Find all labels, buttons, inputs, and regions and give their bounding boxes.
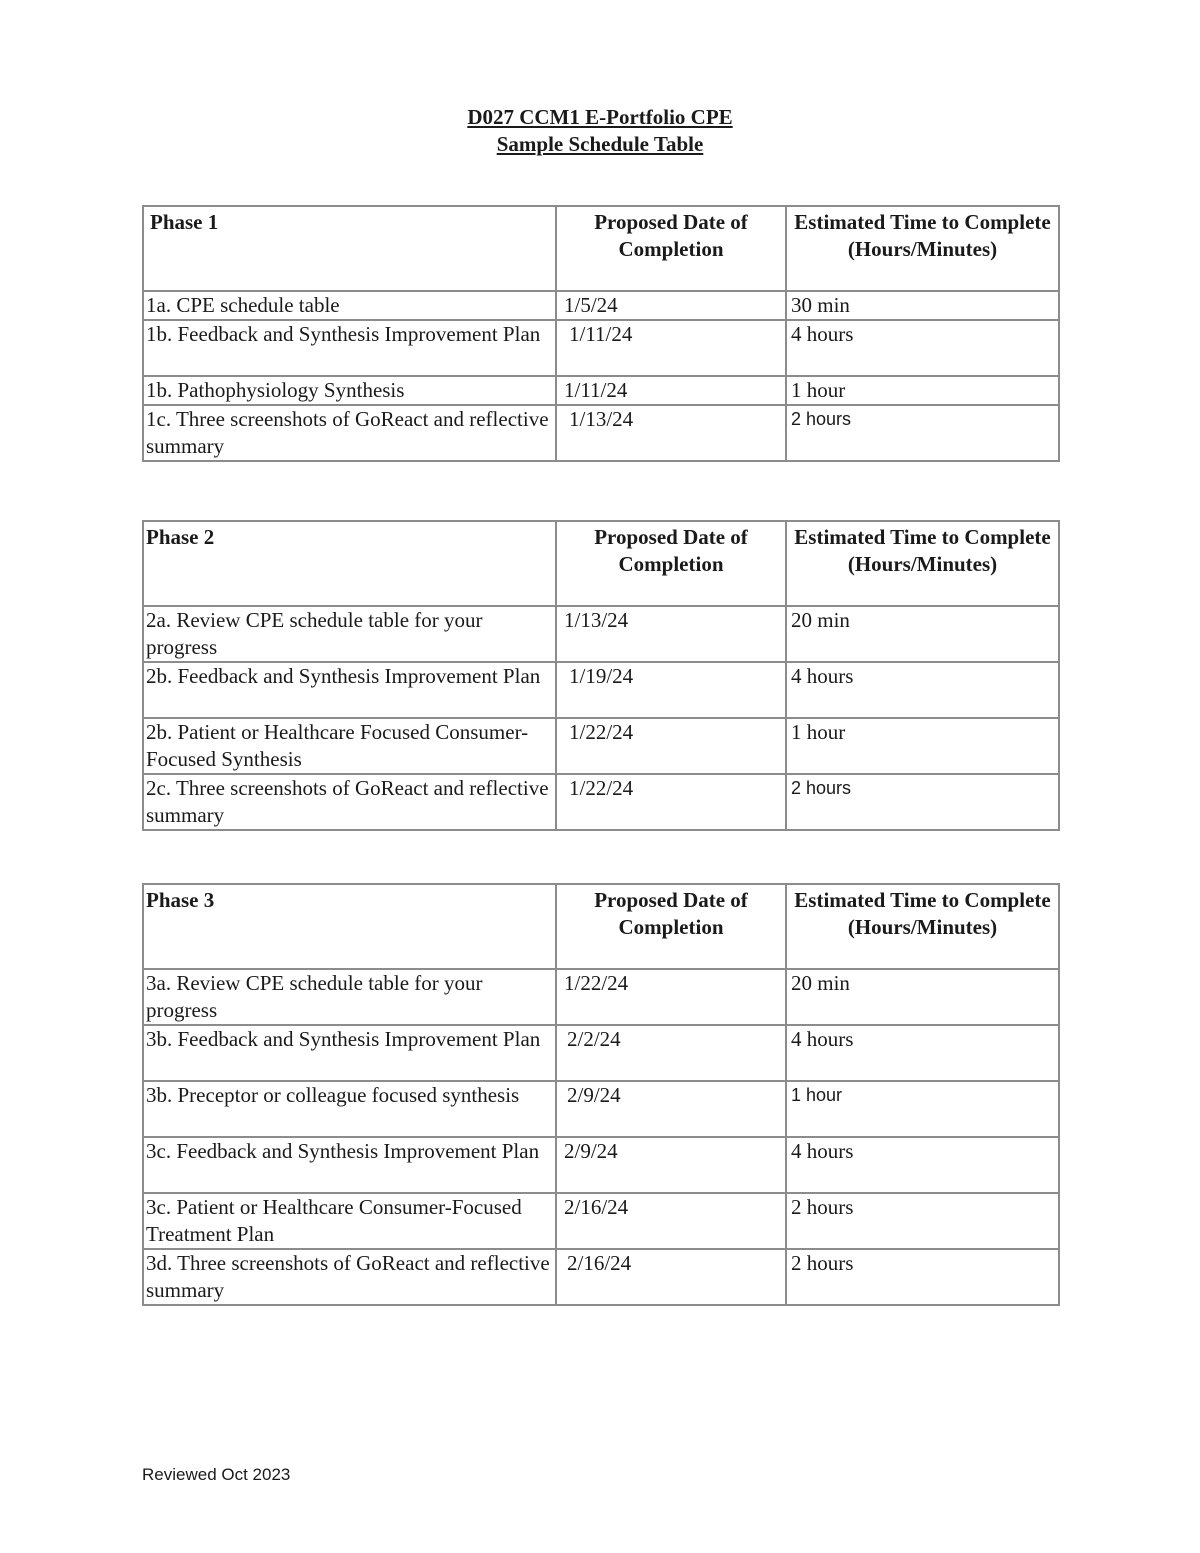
date-cell: 2/16/24 [556,1193,786,1249]
task-cell: 1c. Three screenshots of GoReact and reflective summary [143,405,556,461]
table-header-row [143,884,1059,969]
phase-1-table [142,205,1060,462]
table-row [143,376,1059,405]
time-cell: 2 hours [786,1249,1059,1305]
date-cell: 1/13/24 [556,606,786,662]
time-cell: 20 min [786,606,1059,662]
task-cell: 3d. Three screenshots of GoReact and reflective summary [143,1249,556,1305]
date-column-header: Proposed Date of Completion [556,884,786,969]
task-cell: 2c. Three screenshots of GoReact and reflective summary [143,774,556,830]
table-row [143,718,1059,774]
time-cell: 4 hours [786,1137,1059,1193]
phase-title: Phase 1 [143,206,556,291]
table-row [143,1081,1059,1137]
date-cell: 1/11/24 [556,376,786,405]
document-title: D027 CCM1 E-Portfolio CPE [467,105,733,129]
date-cell: 2/16/24 [556,1249,786,1305]
date-cell: 1/5/24 [556,291,786,320]
time-cell: 4 hours [786,1025,1059,1081]
time-cell: 30 min [786,291,1059,320]
table-header-row [143,521,1059,606]
footer-review-note: Reviewed Oct 2023 [142,1465,291,1484]
table-row [143,1137,1059,1193]
table-row [143,320,1059,376]
table-row [143,774,1059,830]
task-cell: 1b. Pathophysiology Synthesis [143,376,556,405]
time-cell: 4 hours [786,320,1059,376]
date-cell: 1/11/24 [556,320,786,376]
table-row [143,606,1059,662]
date-cell: 1/22/24 [556,718,786,774]
table-row [143,291,1059,320]
time-cell: 20 min [786,969,1059,1025]
document-header [0,104,1200,158]
document-subtitle: Sample Schedule Table [496,132,704,156]
time-cell: 4 hours [786,662,1059,718]
time-cell: 2 hours [786,405,1059,461]
time-cell: 1 hour [786,1081,1059,1137]
date-cell: 2/9/24 [556,1137,786,1193]
date-cell: 1/13/24 [556,405,786,461]
task-cell: 1b. Feedback and Synthesis Improvement Plan [143,320,556,376]
date-cell: 1/19/24 [556,662,786,718]
phase-title: Phase 2 [143,521,556,606]
task-cell: 3a. Review CPE schedule table for your progress [143,969,556,1025]
task-cell: 2a. Review CPE schedule table for your progress [143,606,556,662]
time-cell: 1 hour [786,376,1059,405]
phase-title: Phase 3 [143,884,556,969]
date-cell: 1/22/24 [556,969,786,1025]
date-column-header: Proposed Date of Completion [556,206,786,291]
task-cell: 2b. Feedback and Synthesis Improvement Plan [143,662,556,718]
task-cell: 3b. Feedback and Synthesis Improvement Plan [143,1025,556,1081]
table-row [143,1025,1059,1081]
table-row [143,405,1059,461]
task-cell: 3c. Feedback and Synthesis Improvement Plan [143,1137,556,1193]
phase-2-table [142,520,1060,831]
table-row [143,969,1059,1025]
date-cell: 2/2/24 [556,1025,786,1081]
time-cell: 2 hours [786,1193,1059,1249]
task-cell: 3c. Patient or Healthcare Consumer-Focused Treatment Plan [143,1193,556,1249]
table-row [143,662,1059,718]
date-cell: 2/9/24 [556,1081,786,1137]
time-column-header: Estimated Time to Complete (Hours/Minutes) [786,521,1059,606]
time-cell: 1 hour [786,718,1059,774]
date-cell: 1/22/24 [556,774,786,830]
date-column-header: Proposed Date of Completion [556,521,786,606]
time-cell: 2 hours [786,774,1059,830]
task-cell: 3b. Preceptor or colleague focused synthesis [143,1081,556,1137]
table-row [143,1249,1059,1305]
table-header-row [143,206,1059,291]
time-column-header: Estimated Time to Complete (Hours/Minutes) [786,884,1059,969]
time-column-header: Estimated Time to Complete (Hours/Minutes) [786,206,1059,291]
table-row [143,1193,1059,1249]
task-cell: 1a. CPE schedule table [143,291,556,320]
task-cell: 2b. Patient or Healthcare Focused Consumer-Focused Synthesis [143,718,556,774]
phase-3-table [142,883,1060,1306]
